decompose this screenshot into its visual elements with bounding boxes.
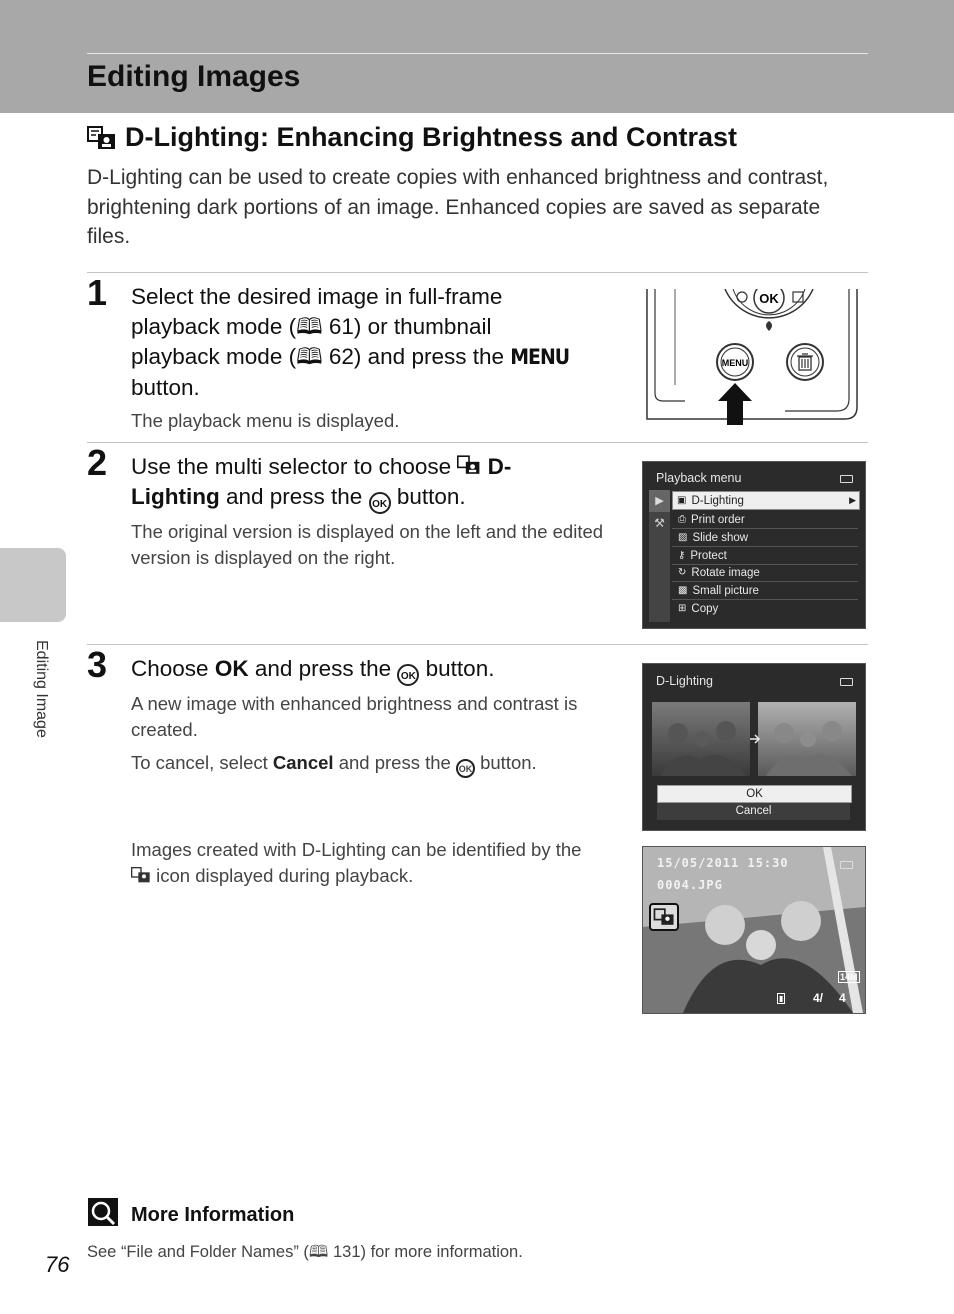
section-title	[87, 122, 737, 153]
camera-back-illustration	[645, 289, 861, 425]
datetime-readout: 15/05/2011 15:30	[657, 856, 789, 870]
page-header-band	[0, 0, 954, 113]
more-information-icon	[88, 1198, 118, 1226]
chapter-label: Editing Image	[33, 640, 50, 738]
d-lighting-icon	[87, 125, 117, 151]
menu-side-tabs	[649, 490, 670, 622]
setup-tab-icon: ⚒	[654, 516, 665, 530]
menu-item-protect[interactable]: ⚷ Protect	[672, 547, 858, 565]
intro-paragraph: D-Lighting can be used to create copies with enhanced brightness and contrast, brightening dark portions of an image. Enhanced copies are saved as separate files.	[87, 166, 829, 248]
page-title: Editing Images	[87, 60, 301, 93]
step-2-rule	[87, 442, 868, 443]
ok-button-glyph: OK	[397, 664, 419, 686]
d-lighting-icon	[457, 454, 481, 476]
header-rule	[87, 53, 868, 54]
book-icon: 🕮	[296, 344, 323, 370]
step-3-note-1: A new image with enhanced brightness and contrast is created.	[131, 693, 578, 740]
ok-option[interactable]: OK	[657, 785, 852, 803]
image-total: 4	[839, 991, 846, 1005]
step-1-number: 1	[87, 272, 108, 313]
step-3-note-3: Images created with D-Lighting can be identified by the icon displayed during playback.	[131, 839, 582, 886]
playback-tab-icon: ▶	[649, 490, 670, 512]
step-2-instruction: Use the multi selector to choose D- Lighting and press the OK button.	[131, 452, 511, 514]
page-number: 76	[45, 1252, 70, 1277]
d-lighting-icon	[651, 905, 677, 929]
rotate-icon: ↻	[678, 567, 687, 578]
d-lighting-icon: ▣	[677, 495, 687, 506]
step-1-rule	[87, 272, 868, 273]
battery-small-icon: ▮	[779, 994, 784, 1003]
more-information-title: More Information	[131, 1204, 295, 1226]
d-lighting-icon	[131, 866, 151, 884]
print-icon: ⎙	[678, 514, 686, 525]
playback-menu-title: Playback menu	[656, 471, 742, 485]
menu-item-rotate-image[interactable]: ↻ Rotate image	[672, 564, 858, 582]
battery-icon	[840, 475, 853, 483]
menu-item-d-lighting[interactable]: ▣ D-Lighting ▶	[672, 491, 860, 510]
section-title-text: D-Lighting: Enhancing Brightness and Contrast	[125, 122, 737, 152]
copy-icon: ⊞	[678, 603, 687, 614]
cancel-option[interactable]: Cancel	[657, 803, 850, 820]
d-lighting-screen-title: D-Lighting	[656, 674, 713, 688]
d-lighting-indicator	[649, 903, 679, 931]
step-3-note-2: To cancel, select Cancel and press the OK button.	[131, 750, 537, 778]
step-1-note: The playback menu is displayed.	[131, 410, 400, 431]
playback-screen	[642, 846, 866, 1014]
step-2-number: 2	[87, 442, 108, 483]
ok-label: OK	[759, 291, 779, 306]
step-3-number: 3	[87, 644, 108, 685]
book-icon: 🕮	[308, 1242, 329, 1261]
filename-readout: 0004.JPG	[657, 878, 723, 892]
more-information-text: See “File and Folder Names” (🕮 131) for more information.	[87, 1242, 523, 1261]
step-3-instruction: Choose OK and press the OK button.	[131, 654, 494, 686]
step-3-rule	[87, 644, 868, 645]
ok-button-glyph: OK	[369, 492, 391, 514]
menu-glyph: MENU	[510, 345, 570, 369]
playback-menu-screen	[642, 461, 866, 629]
step-2-note: The original version is displayed on the left and the edited version is displayed on the right.	[131, 521, 604, 568]
battery-icon	[840, 861, 853, 869]
menu-item-small-picture[interactable]: ▩ Small picture	[672, 582, 858, 600]
menu-label: MENU	[721, 358, 749, 368]
d-lighting-screen	[642, 663, 866, 831]
key-icon: ⚷	[678, 550, 686, 561]
menu-item-print-order[interactable]: ⎙ Print order	[672, 511, 858, 529]
battery-icon	[840, 678, 853, 686]
slide-show-icon: ▨	[678, 532, 688, 543]
book-icon: 🕮	[296, 313, 323, 340]
menu-item-slide-show[interactable]: ▨ Slide show	[672, 529, 858, 547]
ok-button-glyph: OK	[456, 759, 475, 778]
image-size-badge: 14M	[840, 972, 858, 982]
comparison-photos	[650, 701, 858, 777]
menu-item-copy[interactable]: ⊞ Copy	[672, 600, 858, 617]
step-1-instruction: Select the desired image in full-frame playback mode (🕮 61) or thumbnail playback mode (🕮 62) and press the MENU button.	[131, 284, 570, 400]
image-counter: 4/	[813, 991, 824, 1005]
small-picture-icon: ▩	[678, 585, 688, 596]
chapter-tab	[0, 548, 66, 622]
chevron-right-icon: ▶	[849, 495, 856, 505]
